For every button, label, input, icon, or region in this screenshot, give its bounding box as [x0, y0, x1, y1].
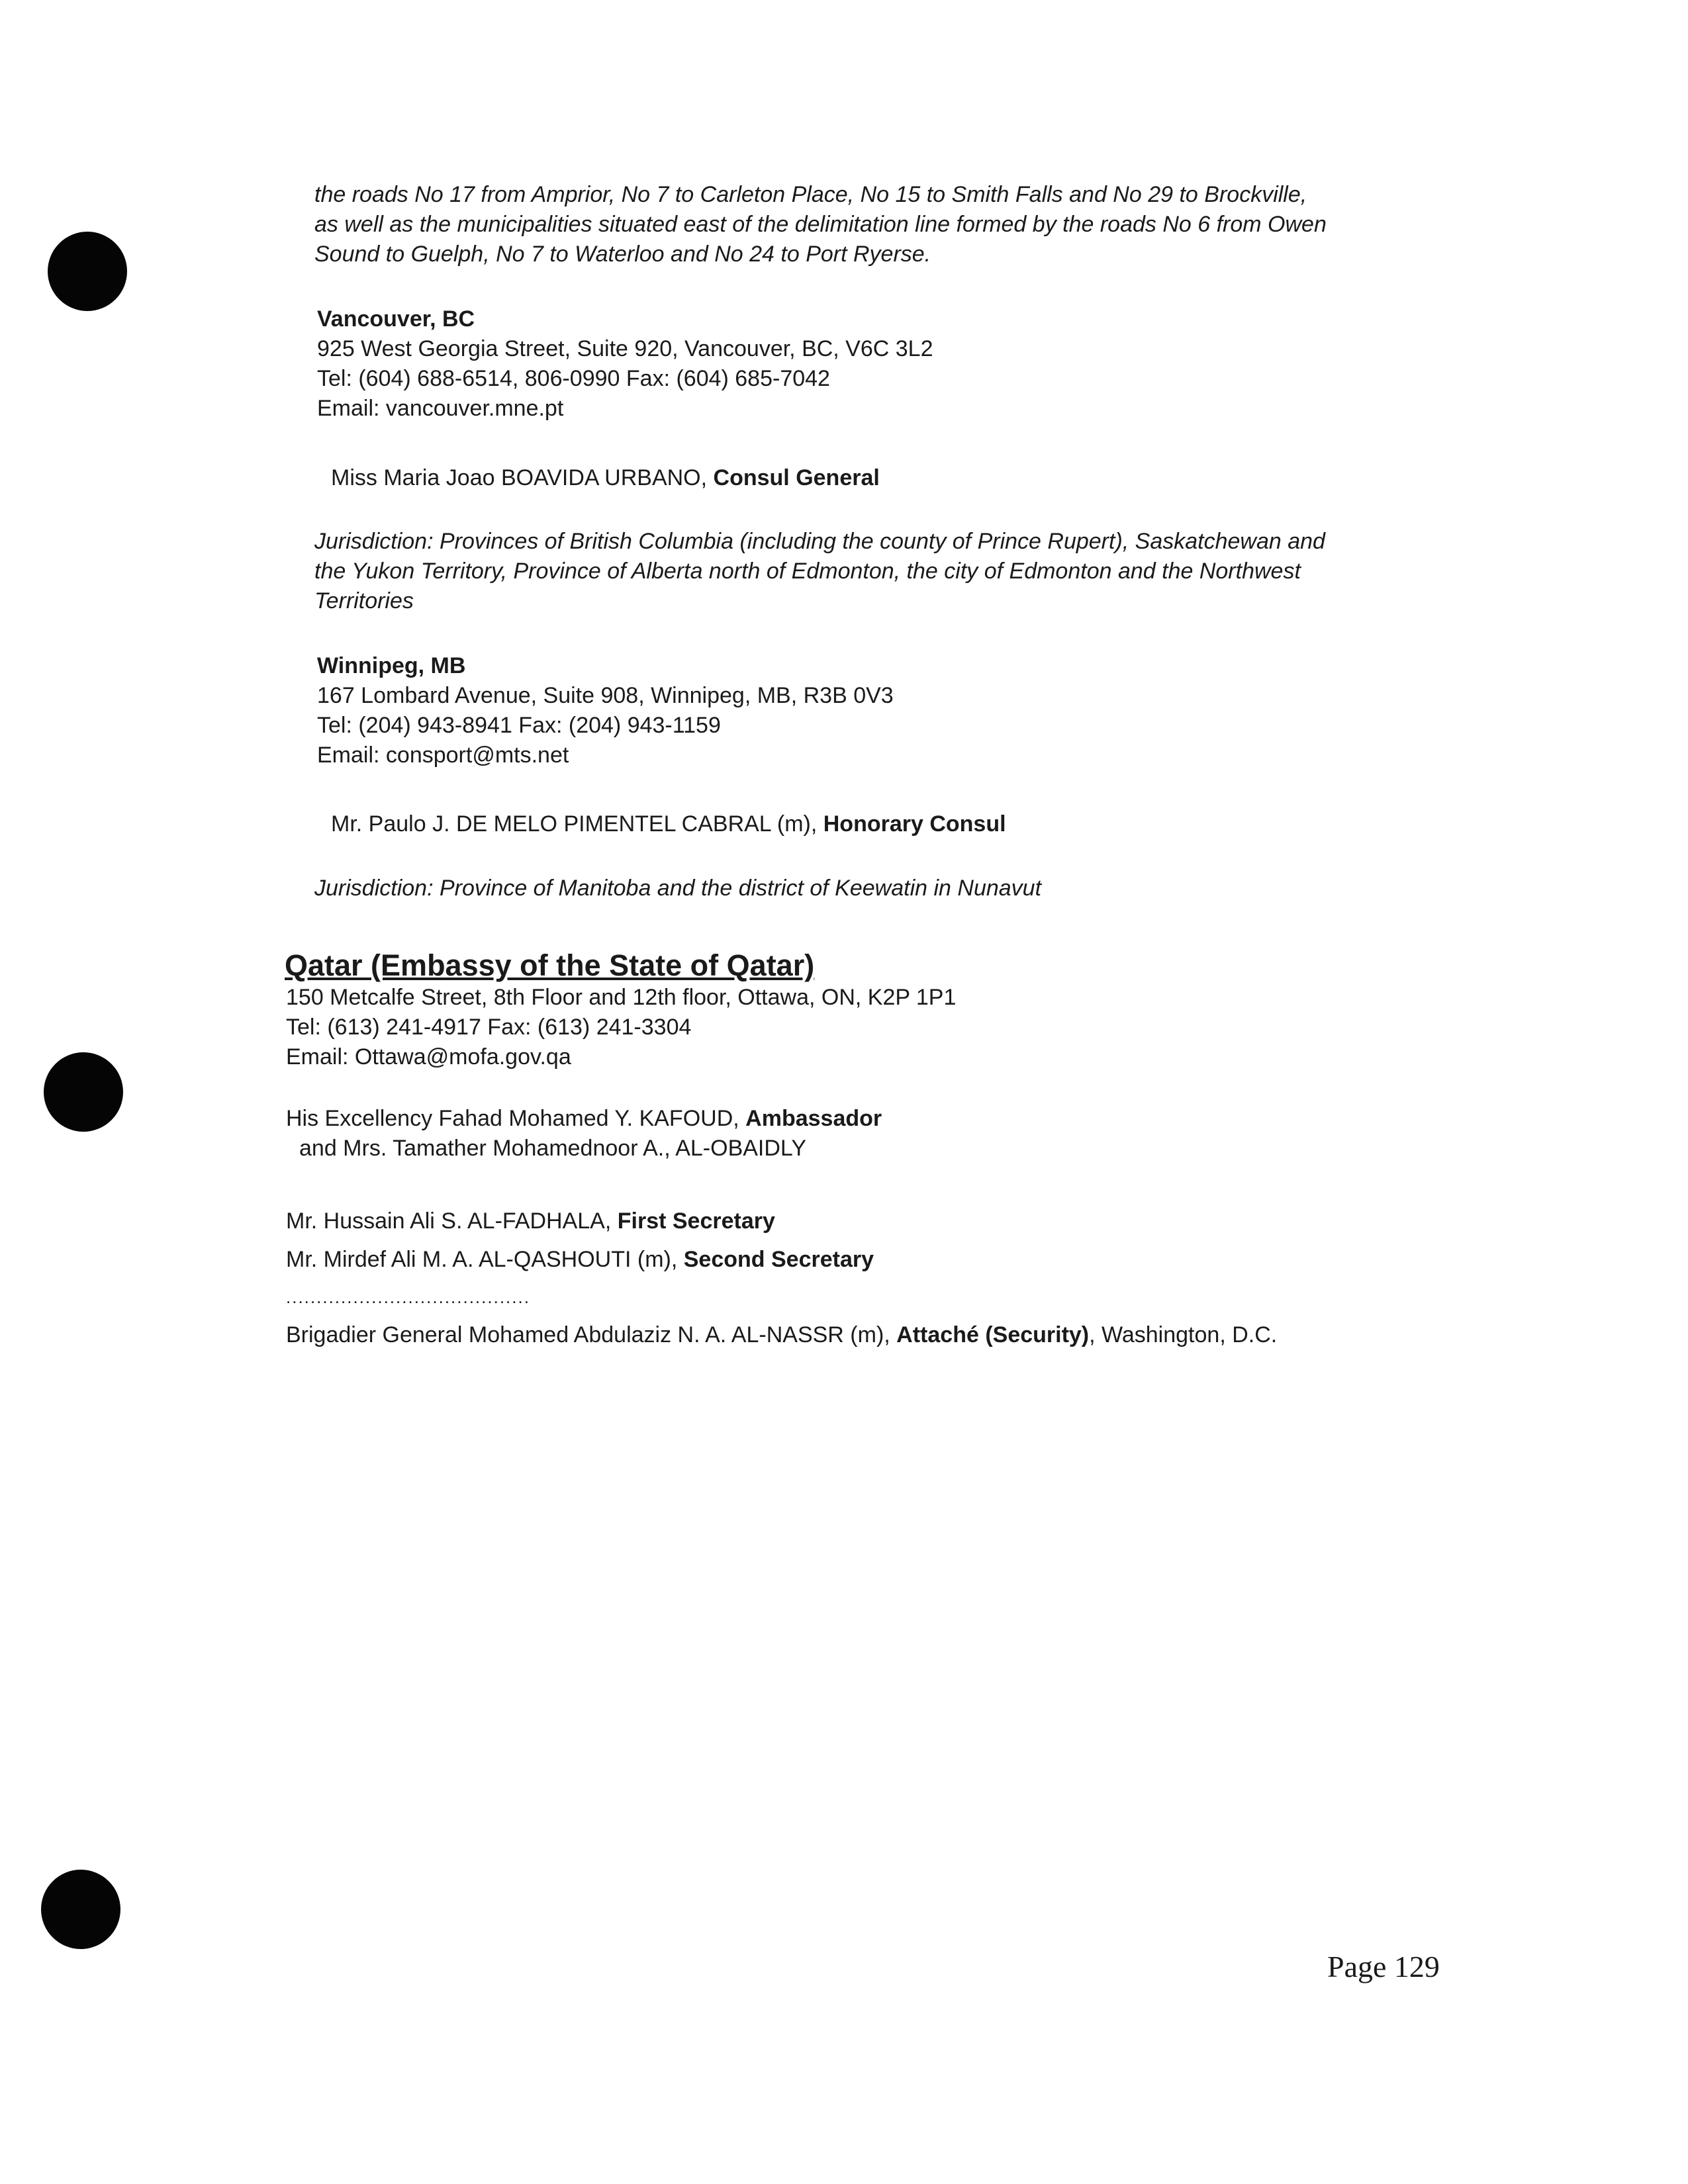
- office-title: Vancouver, BC: [317, 306, 475, 332]
- person-title: Honorary Consul: [823, 811, 1006, 837]
- punch-hole-middle: [44, 1052, 123, 1132]
- office-address: 925 West Georgia Street, Suite 920, Vancouver, BC, V6C 3L2: [317, 336, 933, 361]
- qatar-first-secretary: [286, 1206, 775, 1236]
- office-tel: Tel: (604) 688-6514, 806-0990 Fax: (604) 685-7042: [317, 366, 830, 391]
- separator-dots: ........................................: [286, 1287, 530, 1307]
- vancouver-consul: [331, 463, 880, 493]
- ontario-jurisdiction-continued: [314, 180, 1327, 269]
- page-number: Page 129: [1327, 1950, 1440, 1983]
- person-name: Mr. Hussain Ali S. AL-FADHALA,: [286, 1208, 618, 1234]
- qatar-attache: [286, 1320, 1277, 1350]
- text-line: as well as the municipalities situated east of the delimitation line formed by the roads No 6 from Owen: [314, 212, 1327, 237]
- person-name: Brigadier General Mohamed Abdulaziz N. A. AL-NASSR (m),: [286, 1322, 897, 1347]
- text-line: the roads No 17 from Amprior, No 7 to Carleton Place, No 15 to Smith Falls and No 29 to Brockville,: [314, 182, 1307, 207]
- text-line: Jurisdiction: Province of Manitoba and the district of Keewatin in Nunavut: [314, 876, 1042, 901]
- winnipeg-jurisdiction: [314, 874, 1041, 903]
- person-name: Mr. Mirdef Ali M. A. AL-QASHOUTI (m),: [286, 1247, 684, 1272]
- winnipeg-section: [317, 651, 894, 770]
- person-title: Second Secretary: [683, 1247, 874, 1272]
- person-location: , Washington, D.C.: [1089, 1322, 1278, 1347]
- winnipeg-consul: [331, 809, 1006, 839]
- person-title: Ambassador: [745, 1106, 882, 1131]
- office-email: Email: consport@mts.net: [317, 743, 569, 768]
- text-line: Territories: [314, 588, 414, 614]
- qatar-second-secretary: [286, 1245, 874, 1275]
- qatar-embassy-contact: [286, 983, 956, 1072]
- person-name: His Excellency Fahad Mohamed Y. KAFOUD,: [286, 1106, 746, 1131]
- person-name: Miss Maria Joao BOAVIDA URBANO,: [331, 465, 714, 490]
- office-email: Email: vancouver.mne.pt: [317, 396, 564, 421]
- person-title: First Secretary: [617, 1208, 775, 1234]
- office-tel: Tel: (204) 943-8941 Fax: (204) 943-1159: [317, 713, 721, 738]
- vancouver-jurisdiction: [314, 527, 1325, 616]
- office-title: Winnipeg, MB: [317, 653, 466, 678]
- punch-hole-bottom: [41, 1870, 120, 1949]
- embassy-tel: Tel: (613) 241-4917 Fax: (613) 241-3304: [286, 1015, 692, 1040]
- qatar-heading: Qatar (Embassy of the State of Qatar): [285, 948, 815, 982]
- text-line: Jurisdiction: Provinces of British Columbia (including the county of Prince Rupert), Saskatchewan and: [314, 529, 1325, 554]
- punch-hole-top: [48, 232, 127, 311]
- office-address: 167 Lombard Avenue, Suite 908, Winnipeg, MB, R3B 0V3: [317, 683, 894, 708]
- embassy-email: Email: Ottawa@mofa.gov.qa: [286, 1044, 571, 1069]
- qatar-ambassador: [286, 1104, 882, 1134]
- text-line: Sound to Guelph, No 7 to Waterloo and No 24 to Port Ryerse.: [314, 242, 931, 267]
- person-name: Mr. Paulo J. DE MELO PIMENTEL CABRAL (m),: [331, 811, 823, 837]
- person-title: Consul General: [713, 465, 880, 490]
- qatar-ambassador-spouse: and Mrs. Tamather Mohamednoor A., AL-OBAIDLY: [299, 1136, 806, 1161]
- person-title: Attaché (Security): [896, 1322, 1090, 1347]
- text-line: the Yukon Territory, Province of Alberta north of Edmonton, the city of Edmonton and the Northwest: [314, 559, 1301, 584]
- vancouver-section: [317, 304, 933, 424]
- embassy-address: 150 Metcalfe Street, 8th Floor and 12th floor, Ottawa, ON, K2P 1P1: [286, 985, 957, 1010]
